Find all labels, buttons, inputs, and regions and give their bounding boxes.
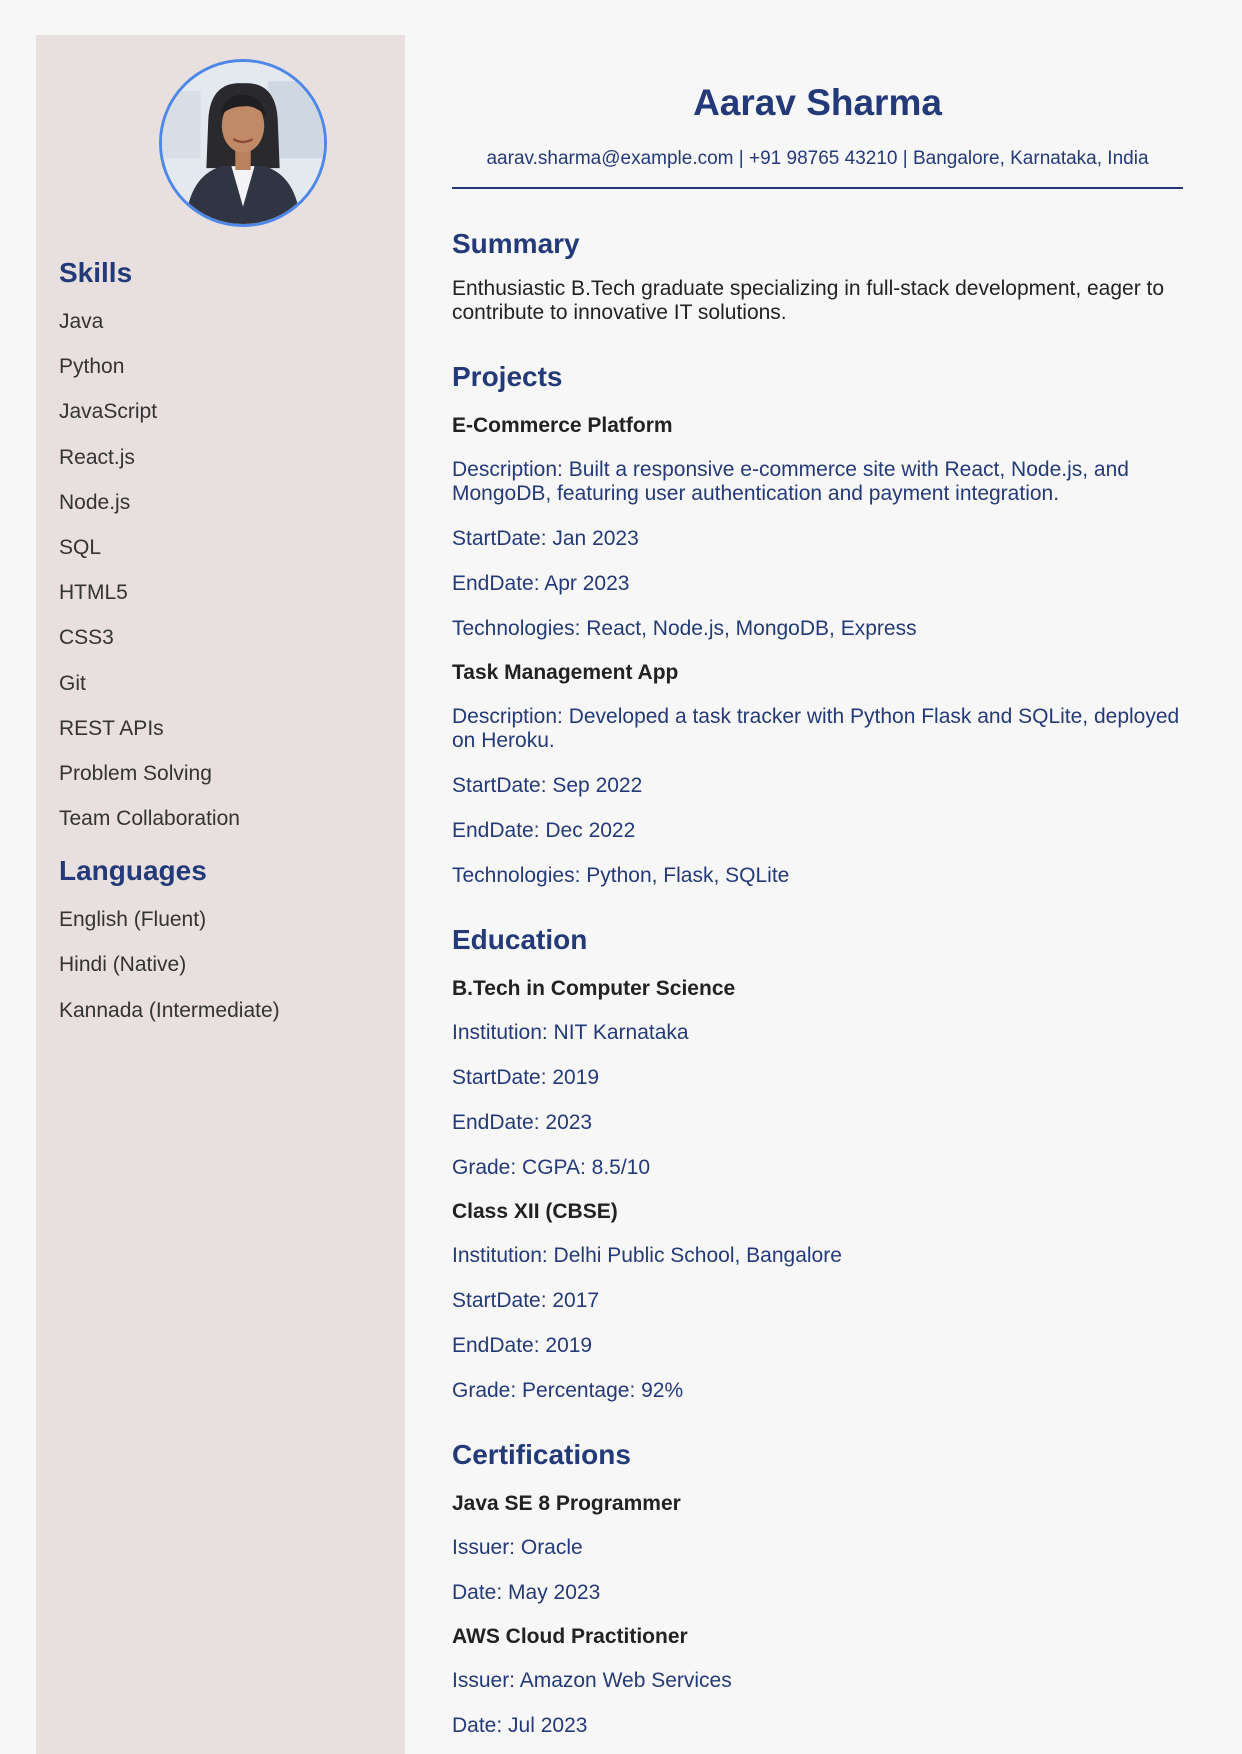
main-content	[452, 0, 1183, 1738]
certification-date: Date: Jul 2023	[452, 1714, 588, 1737]
education-institution: Institution: Delhi Public School, Bangalore	[452, 1244, 842, 1267]
candidate-name: Aarav Sharma	[693, 82, 942, 123]
skill-item: JavaScript	[59, 400, 158, 424]
project-start-date: StartDate: Jan 2023	[452, 527, 639, 550]
skills-heading: Skills	[59, 257, 133, 288]
certification-issuer: Issuer: Amazon Web Services	[452, 1669, 732, 1692]
profile-photo-illustration	[162, 62, 324, 224]
skill-item: SQL	[59, 535, 102, 559]
projects-heading: Projects	[452, 361, 563, 392]
certification-date: Date: May 2023	[452, 1581, 601, 1604]
skill-item: Team Collaboration	[59, 807, 240, 831]
project-entry	[452, 659, 1183, 888]
education-section	[452, 923, 1183, 1403]
education-start-date: StartDate: 2017	[452, 1289, 600, 1312]
skill-item: Problem Solving	[59, 761, 212, 785]
project-technologies: Technologies: Python, Flask, SQLite	[452, 864, 790, 887]
project-end-date: EndDate: Dec 2022	[452, 819, 636, 842]
project-title: Task Management App	[452, 661, 679, 684]
project-title: E-Commerce Platform	[452, 414, 673, 437]
language-item: Kannada (Intermediate)	[59, 998, 280, 1022]
skill-item: REST APIs	[59, 716, 164, 740]
certifications-section	[452, 1438, 1183, 1738]
certification-entry	[452, 1623, 1183, 1738]
skill-item: HTML5	[59, 581, 128, 605]
education-entry	[452, 975, 1183, 1180]
project-end-date: EndDate: Apr 2023	[452, 572, 630, 595]
summary-heading: Summary	[452, 228, 580, 259]
education-title: B.Tech in Computer Science	[452, 977, 736, 1000]
education-grade: Grade: Percentage: 92%	[452, 1379, 684, 1402]
language-item: Hindi (Native)	[59, 953, 187, 977]
skill-item: Git	[59, 671, 86, 695]
summary-section	[452, 227, 1183, 325]
skill-item: Node.js	[59, 490, 131, 514]
skill-item: CSS3	[59, 626, 114, 650]
project-description: Description: Developed a task tracker with Python Flask and SQLite, deployed on Heroku.	[452, 705, 1180, 752]
education-title: Class XII (CBSE)	[452, 1200, 618, 1223]
project-entry	[452, 412, 1183, 641]
education-entry	[452, 1198, 1183, 1403]
education-heading: Education	[452, 924, 588, 955]
project-start-date: StartDate: Sep 2022	[452, 774, 643, 797]
certification-entry	[452, 1490, 1183, 1605]
projects-section	[452, 360, 1183, 888]
education-end-date: EndDate: 2019	[452, 1334, 593, 1357]
education-institution: Institution: NIT Karnataka	[452, 1021, 689, 1044]
education-end-date: EndDate: 2023	[452, 1111, 593, 1134]
languages-list	[59, 897, 405, 1033]
skill-item: Java	[59, 310, 104, 333]
education-grade: Grade: CGPA: 8.5/10	[452, 1156, 651, 1179]
profile-photo	[159, 59, 327, 227]
language-item: English (Fluent)	[59, 908, 207, 932]
certifications-heading: Certifications	[452, 1439, 631, 1470]
education-start-date: StartDate: 2019	[452, 1066, 600, 1089]
project-description: Description: Built a responsive e-commerce site with React, Node.js, and MongoDB, featuring user authentication and payment integration.	[452, 458, 1129, 505]
summary-text: Enthusiastic B.Tech graduate specializing in full-stack development, eager to contribute to innovative IT solutions.	[452, 277, 1165, 324]
skill-item: Python	[59, 355, 125, 379]
skills-list	[59, 299, 405, 841]
skill-item: React.js	[59, 445, 135, 469]
languages-heading: Languages	[59, 855, 207, 887]
sidebar	[36, 35, 405, 1754]
certification-title: AWS Cloud Practitioner	[452, 1625, 688, 1648]
certification-title: Java SE 8 Programmer	[452, 1492, 681, 1515]
project-technologies: Technologies: React, Node.js, MongoDB, Express	[452, 617, 917, 640]
contact-line: aarav.sharma@example.com | +91 98765 43210 | Bangalore, Karnataka, India	[452, 148, 1183, 189]
certification-issuer: Issuer: Oracle	[452, 1536, 583, 1559]
